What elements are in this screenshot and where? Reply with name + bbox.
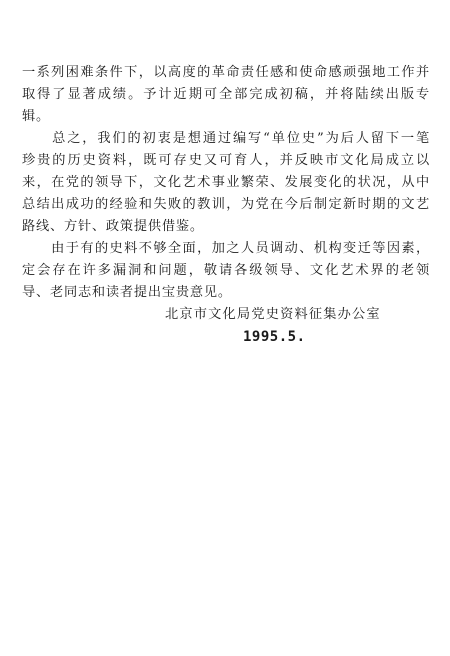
paragraph-2-line-3: 来，在党的领导下，文化艺术事业繁荣、发展变化的状况，从中	[22, 175, 430, 190]
signature-office: 北京市文化局党史资料征集办公室	[165, 307, 381, 322]
paragraph-2-line-5: 路线、方针、政策提供借鉴。	[22, 219, 204, 234]
paragraph-1-line-2: 取得了显著成绩。予计近期可全部完成初稿，并将陆续出版专	[22, 87, 430, 102]
paragraph-2-line-1: 总之，我们的初衷是想通过编写“单位史”为后人留下一笔	[22, 131, 430, 146]
paragraph-1-line-3: 辑。	[22, 109, 50, 124]
paragraph-3-line-3: 导、老同志和读者提出宝贵意见。	[22, 285, 232, 300]
paragraph-2-line-2: 珍贵的历史资料，既可存史又可育人，并反映市文化局成立以	[22, 153, 430, 168]
paragraph-3-line-1: 由于有的史料不够全面，加之人员调动、机构变迁等因素，	[22, 241, 430, 256]
signature-date: 1995.5.	[243, 329, 306, 345]
paragraph-2-line-4: 总结出成功的经验和失败的教训，为党在今后制定新时期的文艺	[22, 197, 430, 212]
paragraph-1-line-1: 一系列困难条件下，以高度的革命责任感和使命感顽强地工作并	[22, 65, 430, 80]
paragraph-3-line-2: 定会存在许多漏洞和问题，敬请各级领导、文化艺术界的老领	[22, 263, 430, 278]
